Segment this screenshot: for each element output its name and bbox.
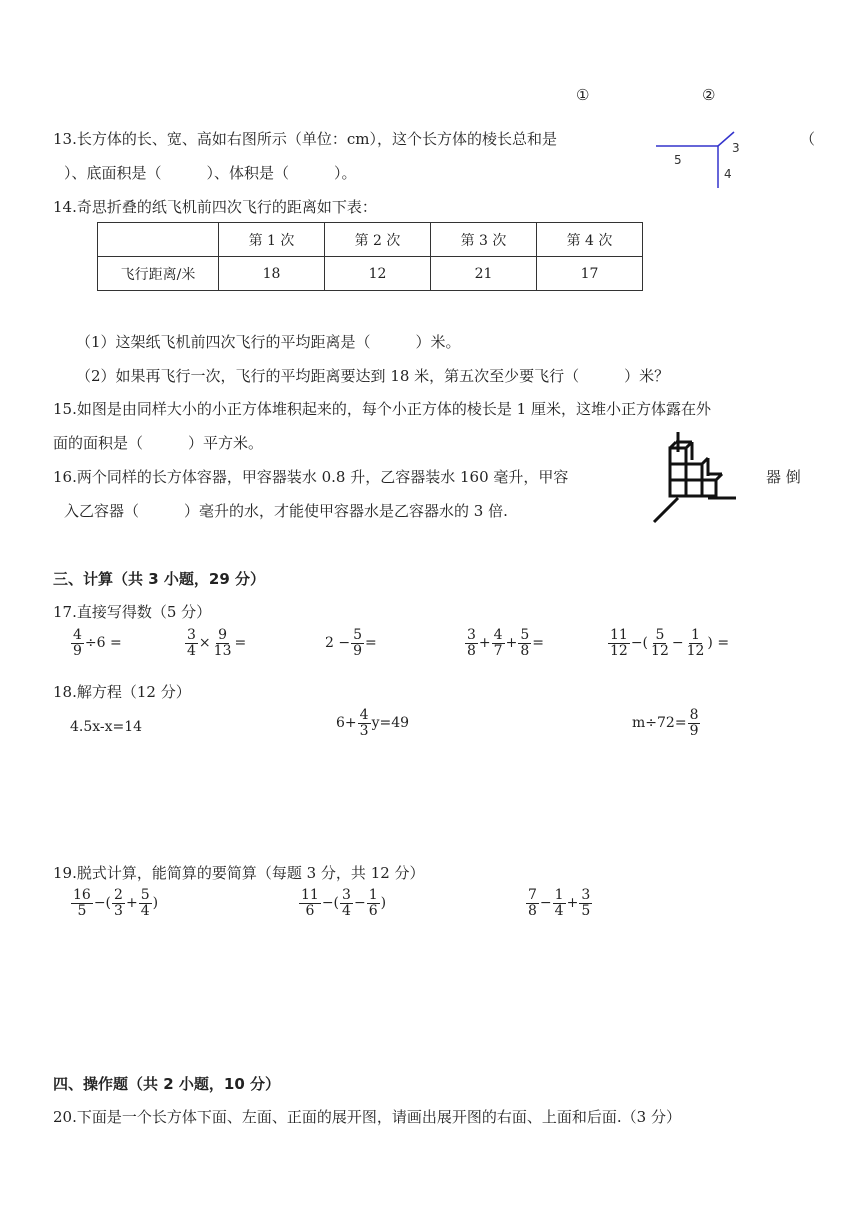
fraction: $\frac{1}{12}$ — [686, 627, 705, 659]
figure-length-label: 5 — [674, 153, 682, 167]
q16-line1: 16.两个同样的长方体容器，甲容器装水 0.8 升，乙容器装水 160 毫升，甲容 — [53, 468, 569, 486]
table-header-cell: 第 2 次 — [325, 223, 431, 257]
fraction: $\frac{4}{7}$ — [493, 627, 503, 659]
table-row — [98, 257, 643, 291]
table-header-row — [98, 223, 643, 257]
q17-expr-4: $\frac{3}{8}$ + $\frac{4}{7}$ + $\frac{5}{8}$ = — [467, 627, 544, 659]
fraction: $\frac{1}{6}$ — [368, 887, 378, 919]
q15-line1: 15.如图是由同样大小的小正方体堆积起来的，每个小正方体的棱长是 1 厘米，这堆小正方体露在外 — [53, 400, 711, 418]
fraction: $\frac{9}{13}$ — [213, 627, 232, 659]
fraction: $\frac{5}{8}$ — [520, 627, 530, 659]
q18-equation-3: m÷72= $\frac{8}{9}$ — [632, 707, 699, 739]
flight-distance-table — [97, 222, 643, 291]
marker-2: ② — [702, 86, 716, 104]
fraction: $\frac{8}{9}$ — [689, 707, 699, 739]
section-3-heading: 三、计算（共 3 小题，29 分） — [53, 570, 265, 588]
table-row-label: 飞行距离/米 — [98, 257, 219, 291]
fraction: $\frac{4}{3}$ — [359, 707, 369, 739]
table-header-cell: 第 1 次 — [219, 223, 325, 257]
q17-title: 17.直接写得数（5 分） — [53, 603, 212, 621]
section-4-heading: 四、操作题（共 2 小题，10 分） — [53, 1075, 280, 1093]
q19-title: 19.脱式计算，能简算的要简算（每题 3 分，共 12 分） — [53, 864, 425, 882]
fraction: $\frac{11}{6}$ — [301, 887, 319, 919]
q13-line1: 13.长方体的长、宽、高如右图所示（单位：cm），这个长方体的棱长总和是 — [53, 130, 557, 148]
q19-calc-3: $\frac{7}{8}$ − $\frac{1}{4}$ + $\frac{3}{5}$ — [528, 887, 591, 919]
q18-equation-2: 6+ $\frac{4}{3}$ y=49 — [336, 707, 410, 739]
table-cell: 12 — [325, 257, 431, 291]
q18-title: 18.解方程（12 分） — [53, 683, 191, 701]
q13-line2: ）、底面积是（ ）、体积是（ ）。 — [64, 164, 357, 182]
fraction: $\frac{1}{4}$ — [554, 887, 564, 919]
q15-line2: 面的面积是（ ）平方米。 — [53, 434, 264, 452]
table-header-cell — [98, 223, 219, 257]
fraction: $\frac{4}{9}$ — [73, 627, 82, 659]
fraction: $\frac{3}{8}$ — [467, 627, 476, 659]
figure-height-label: 4 — [724, 167, 732, 181]
q14-line1: 14.奇思折叠的纸飞机前四次飞行的距离如下表： — [53, 198, 377, 216]
table-header-cell: 第 4 次 — [537, 223, 643, 257]
q19-calc-2: $\frac{11}{6}$ −( $\frac{3}{4}$ − $\frac{1}{6}$ ) — [301, 887, 387, 919]
q16-line2: 入乙容器（ ）毫升的水，才能使甲容器水是乙容器水的 3 倍. — [64, 502, 508, 520]
stacked-cubes-figure — [648, 428, 744, 528]
fraction: $\frac{3}{5}$ — [581, 887, 591, 919]
q13-paren: （ — [800, 130, 816, 148]
fraction: $\frac{11}{12}$ — [610, 627, 628, 659]
fraction: $\frac{5}{9}$ — [353, 627, 363, 659]
figure-width-label: 3 — [732, 141, 740, 155]
q17-expr-5: $\frac{11}{12}$ −( $\frac{5}{12}$ − $\frac{1}{12}$ ) = — [610, 627, 730, 659]
fraction: $\frac{2}{3}$ — [114, 887, 123, 919]
q20-text: 20.下面是一个长方体下面、左面、正面的展开图，请画出展开图的右面、上面和后面.（3 分） — [53, 1108, 681, 1126]
q17-expr-2: $\frac{3}{4}$ × $\frac{9}{13}$ = — [187, 627, 247, 659]
fraction: $\frac{16}{5}$ — [73, 887, 91, 919]
cuboid-dimension-figure — [650, 128, 740, 192]
q14-sub1: （1）这架纸飞机前四次飞行的平均距离是（ ）米。 — [76, 333, 461, 351]
q16-line1-end: 器 倒 — [766, 468, 801, 486]
q18-equation-1: 4.5x-x=14 — [70, 719, 143, 735]
q19-calc-1: $\frac{16}{5}$ −( $\frac{2}{3}$ + $\frac{5}{4}$ ) — [73, 887, 159, 919]
marker-1: ① — [576, 86, 590, 104]
q14-sub2: （2）如果再飞行一次，飞行的平均距离要达到 18 米，第五次至少要飞行（ ）米？ — [76, 367, 670, 385]
q17-expr-1: $\frac{4}{9}$ ÷6 = — [73, 627, 122, 659]
table-cell: 21 — [431, 257, 537, 291]
table-header-cell: 第 3 次 — [431, 223, 537, 257]
table-cell: 17 — [537, 257, 643, 291]
q17-expr-3: 2 − $\frac{5}{9}$ = — [325, 627, 377, 659]
fraction: $\frac{3}{4}$ — [342, 887, 351, 919]
fraction: $\frac{7}{8}$ — [528, 887, 537, 919]
fraction: $\frac{5}{12}$ — [651, 627, 669, 659]
fraction: $\frac{3}{4}$ — [187, 627, 196, 659]
table-cell: 18 — [219, 257, 325, 291]
fraction: $\frac{5}{4}$ — [140, 887, 150, 919]
